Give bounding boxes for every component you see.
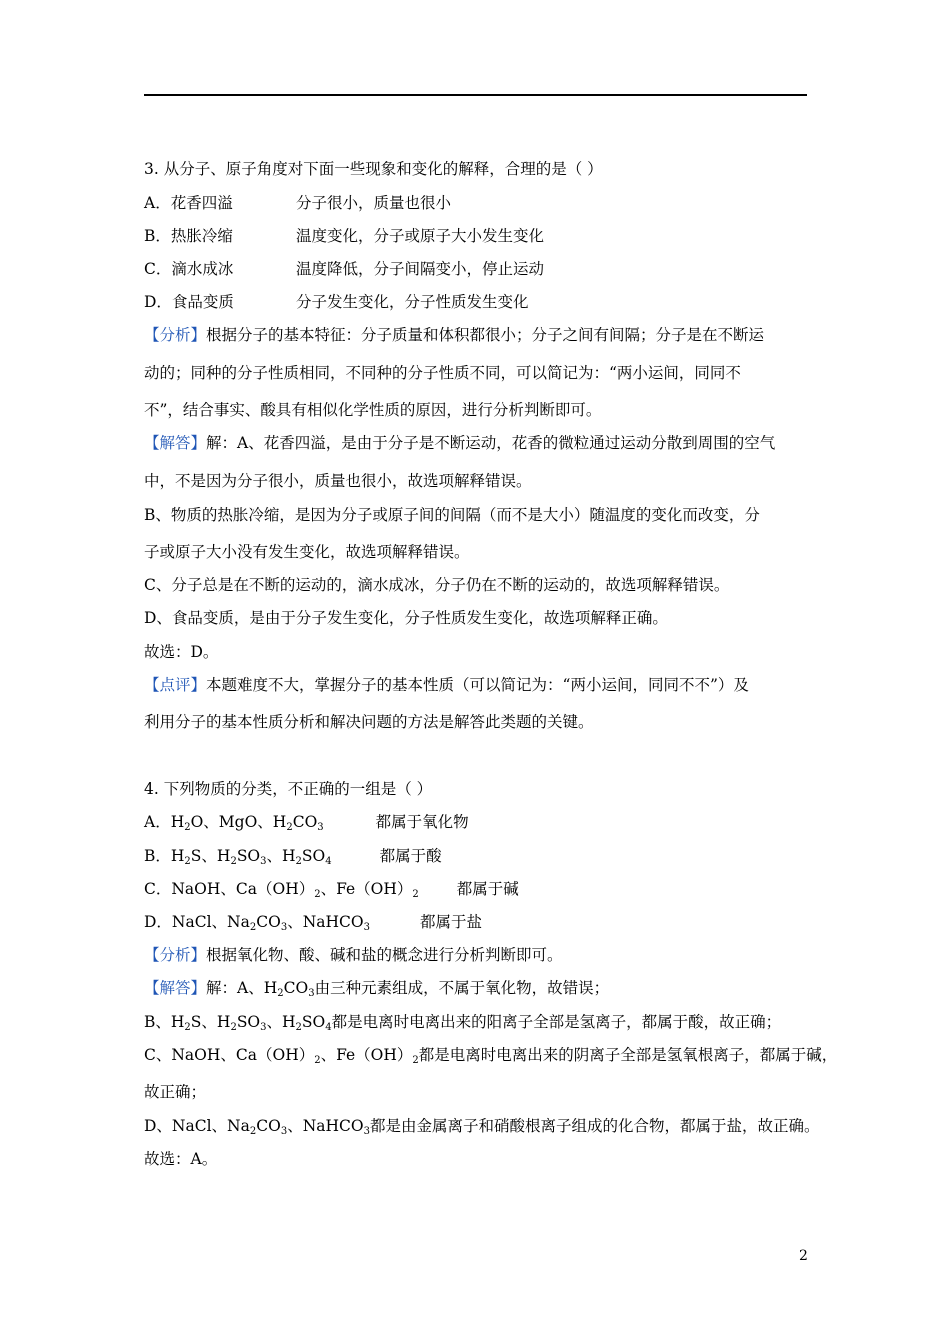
option-key: B．热胀冷缩 [144, 227, 233, 245]
analysis-tag: 【分析】 [144, 326, 207, 344]
q3-answer-line-1 [144, 433, 775, 453]
analysis-text: 根据氧化物、酸、碱和盐的概念进行分析判断即可。 [206, 946, 563, 964]
subscript: 3 [317, 822, 324, 833]
formula-part: O、MgO、H [190, 813, 287, 831]
answer-part: 都是由金属离子和硝酸根离子组成的化合物，都属于盐，故正确。 [369, 1117, 820, 1135]
subscript: 3 [260, 856, 267, 867]
q4-answer-line-1 [144, 978, 609, 998]
answer-tag: 【解答】 [144, 434, 207, 452]
subscript: 2 [295, 1022, 302, 1033]
formula-part: C．NaOH、Ca（OH） [144, 880, 315, 898]
answer-part: S、H [190, 1013, 231, 1031]
subscript: 2 [184, 856, 191, 867]
q3-option-c [144, 259, 544, 279]
answer-part: 、NaHCO [287, 1117, 364, 1135]
q3-analysis-line-2: 动的；同种的分子性质相同，不同种的分子性质不同，可以简记为：“两小运间，同同不 [144, 364, 741, 382]
subscript: 3 [363, 1126, 370, 1137]
option-text: 都属于碱 [456, 880, 519, 898]
q3-option-a [144, 193, 451, 213]
formula-part: CO [292, 813, 318, 831]
option-text: 分子发生变化，分子性质发生变化 [296, 293, 529, 311]
formula-part: 、Fe（OH） [320, 880, 413, 898]
option-text: 温度变化，分子或原子大小发生变化 [296, 227, 545, 245]
subscript: 2 [184, 822, 191, 833]
q4-answer-line-6: 故选：A。 [144, 1150, 218, 1168]
subscript: 2 [249, 1126, 257, 1137]
q4-answer-line-5 [144, 1116, 819, 1136]
q4-option-d [144, 912, 482, 932]
subscript: 3 [260, 1022, 267, 1033]
q3-answer-line-7: 故选：D。 [144, 643, 219, 661]
option-text: 都属于盐 [419, 913, 482, 931]
q3-answer-line-6: D、食品变质，是由于分子发生变化，分子性质发生变化，故选项解释正确。 [144, 609, 668, 627]
answer-part: 、Fe（OH） [320, 1046, 413, 1064]
subscript: 2 [412, 889, 419, 900]
subscript: 2 [230, 856, 237, 867]
q3-review-line-2: 利用分子的基本性质分析和解决问题的方法是解答此类题的关键。 [144, 713, 594, 731]
subscript: 2 [230, 1022, 237, 1033]
header-rule [144, 94, 807, 96]
q4-answer-line-4: 故正确； [144, 1083, 207, 1101]
q4-option-b [144, 846, 442, 866]
q3-stem: 3. 从分子、原子角度对下面一些现象和变化的解释，合理的是（ ） [144, 160, 603, 178]
formula-part: A．H [144, 813, 185, 831]
q3-analysis-line-3: 不”，结合事实、酸具有相似化学性质的原因，进行分析判断即可。 [144, 401, 602, 419]
q3-answer-line-4: 子或原子大小没有发生变化，故选项解释错误。 [144, 543, 470, 561]
subscript: 4 [325, 856, 332, 867]
subscript: 2 [286, 822, 293, 833]
q3-answer-line-2: 中，不是因为分子很小，质量也很小，故选项解释错误。 [144, 472, 532, 490]
subscript: 2 [412, 1055, 419, 1066]
subscript: 4 [325, 1022, 332, 1033]
q3-analysis-line-1 [144, 325, 764, 345]
answer-part: CO [283, 979, 309, 997]
answer-tag: 【解答】 [144, 979, 207, 997]
option-text: 分子很小，质量也很小 [296, 194, 452, 212]
subscript: 2 [314, 1055, 321, 1066]
formula-part: S、H [190, 847, 231, 865]
option-text: 都属于氧化物 [375, 813, 469, 831]
option-key: C．滴水成冰 [144, 260, 234, 278]
answer-part: 由三种元素组成，不属于氧化物，故错误； [314, 979, 610, 997]
formula-part: SO [301, 847, 326, 865]
q3-answer-line-3: B、物质的热胀冷缩，是因为分子或原子间的间隔（而不是大小）随温度的变化而改变，分 [144, 506, 760, 524]
formula-part: D．NaCl、Na [144, 913, 250, 931]
answer-part: 解：A、H [206, 979, 278, 997]
answer-part: CO [256, 1117, 281, 1135]
subscript: 3 [363, 922, 370, 933]
q3-review-line-1 [144, 675, 749, 695]
q4-option-a [144, 812, 469, 832]
subscript: 3 [280, 922, 288, 933]
formula-part: CO [256, 913, 281, 931]
option-key: A．花香四溢 [144, 194, 233, 212]
option-key: D．食品变质 [144, 293, 234, 311]
answer-part: 都是电离时电离出来的阴离子全部是氢氧根离子，都属于碱， [418, 1046, 838, 1064]
subscript: 2 [249, 922, 257, 933]
subscript: 2 [184, 1022, 191, 1033]
review-tag: 【点评】 [144, 676, 207, 694]
subscript: 3 [280, 1126, 288, 1137]
answer-text: 解：A、花香四溢，是由于分子是不断运动，花香的微粒通过运动分散到周围的空气 [206, 434, 776, 452]
answer-part: SO [301, 1013, 326, 1031]
subscript: 3 [308, 988, 315, 999]
analysis-tag: 【分析】 [144, 946, 207, 964]
answer-part: D、NaCl、Na [144, 1117, 250, 1135]
option-text: 都属于酸 [379, 847, 442, 865]
formula-part: 、H [266, 847, 296, 865]
review-text: 本题难度不大，掌握分子的基本性质（可以简记为：“两小运间，同同不不”）及 [206, 676, 749, 694]
subscript: 2 [295, 856, 302, 867]
answer-part: 、H [266, 1013, 296, 1031]
answer-part: B、H [144, 1013, 185, 1031]
option-text: 温度降低，分子间隔变小，停止运动 [296, 260, 545, 278]
formula-part: SO [236, 847, 261, 865]
q3-answer-line-5: C、分子总是在不断的运动的，滴水成冰，分子仍在不断的运动的，故选项解释错误。 [144, 576, 730, 594]
analysis-text: 根据分子的基本特征：分子质量和体积都很小；分子之间有间隔；分子是在不断运 [206, 326, 765, 344]
q4-answer-line-2 [144, 1012, 781, 1032]
subscript: 2 [314, 889, 321, 900]
formula-part: 、NaHCO [287, 913, 364, 931]
answer-part: C、NaOH、Ca（OH） [144, 1046, 315, 1064]
answer-part: SO [236, 1013, 261, 1031]
answer-part: 都是电离时电离出来的阳离子全部是氢离子，都属于酸，故正确； [331, 1013, 782, 1031]
q4-option-c [144, 879, 519, 899]
subscript: 2 [277, 988, 284, 999]
q3-option-d [144, 292, 529, 312]
page-number: 2 [799, 1248, 808, 1264]
q3-option-b [144, 226, 544, 246]
formula-part: B．H [144, 847, 185, 865]
q4-analysis [144, 945, 563, 965]
q4-stem: 4. 下列物质的分类，不正确的一组是（ ） [144, 780, 433, 798]
q4-answer-line-3 [144, 1045, 837, 1065]
